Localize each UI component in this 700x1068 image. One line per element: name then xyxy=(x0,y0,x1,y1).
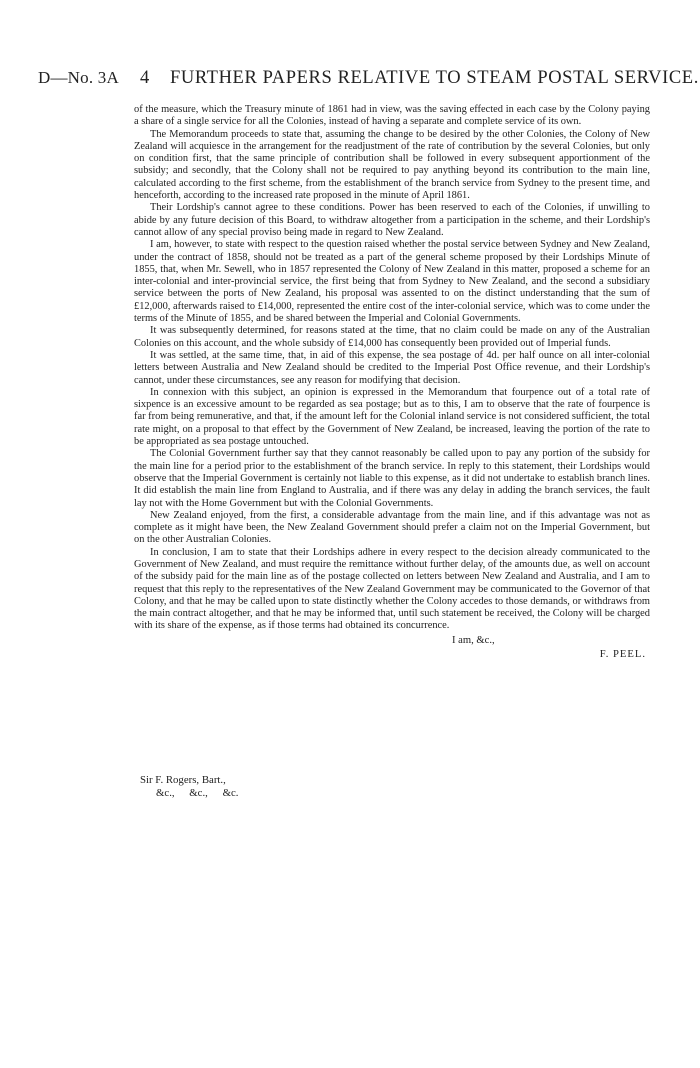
paragraph: Their Lordship's cannot agree to these conditions. Power has been reserved to each of the Colonies, if unwilling to abide by any future decision of this Board, to withdraw altogether from a participation in the scheme, and their Lordship's cannot allow of any special proviso being made in regard to New Zealand. xyxy=(134,202,650,238)
paragraph: I am, however, to state with respect to the question raised whether the postal service between Sydney and New Zealand, under the contract of 1858, should not be treated as a part of the general scheme proposed by their Lordships Minute of 1855, that, when Mr. Sewell, who in 1857 represented the Colony of New Zealand in this matter, proposed a scheme for an inter-colonial and inter-provincial service, the first being that from Sydney to New Zealand, and the second a subsidiary service between the ports of New Zealand, his proposal was assented to on the distinct understanding that the sum of £12,000, afterwards raised to £14,000, represented the entire cost of the inter-colonial service, which was to come under the terms of the Minute of 1855, and be shared between the Imperial and Colonial Governments. xyxy=(134,239,650,325)
addressee-block xyxy=(140,774,238,800)
page-number: 4 xyxy=(140,68,150,88)
document-reference: D—No. 3A xyxy=(38,68,119,87)
page-title: FURTHER PAPERS RELATIVE TO STEAM POSTAL SERVICE. xyxy=(170,68,699,88)
paragraph: The Memorandum proceeds to state that, assuming the change to be desired by the other Colonies, the Colony of New Zealand will acquiesce in the arrangement for the readjustment of the rate of contribution by the several Colonies, but only on condition first, that the same principle of contribution shall be followed in every subsequent apportionment of the subsidy; and secondly, that the Colony shall not be required to pay anything beyond its contribution to the main line, calculated according to the first scheme, from the establishment of the branch service from Sydney to the present time, and henceforth, according to the increased rate proposed in the minute of April 1861. xyxy=(134,128,650,202)
paragraph: The Colonial Government further say that they cannot reasonably be called upon to pay any portion of the subsidy for the main line for a period prior to the establishment of the branch service. In reply to this statement, their Lordships would observe that the Imperial Government is certainly not liable to this expense, as it did not undertake to establish branch lines. It did establish the main line from England to Australia, and if there was any delay in adding the branch services, the fault lay not with the Home Government but with the Colonial Governments. xyxy=(134,448,650,509)
paragraph: of the measure, which the Treasury minute of 1861 had in view, was the saving effected in each case by the Colony paying a share of a single service for all the Colonies, instead of having a separate and complete service of its own. xyxy=(134,104,650,128)
addressee-etc: &c., &c., &c. xyxy=(156,787,239,799)
letter-body xyxy=(134,104,650,661)
signoff xyxy=(134,633,650,661)
paragraph: In connexion with this subject, an opinion is expressed in the Memorandum that fourpence out of a total rate of sixpence is an excessive amount to be regarded as sea postage; but as to this, I am to observe that the rate of fourpence is far from being remunerative, and that, if the amount left for the Colonial inland service is not considered sufficient, the total rate might, on a proposal to that effect by the Government of New Zealand, be increased, leaving the portion of the rate to be appropriated as sea postage untouched. xyxy=(134,386,650,448)
paragraph: New Zealand enjoyed, from the first, a considerable advantage from the main line, and if this advantage was not as complete as it might have been, the New Zealand Government should prefer a claim not on the Imperial Government, but on the other Australian Colonies. xyxy=(134,509,650,546)
closing-salutation: I am, &c., xyxy=(452,634,495,646)
page-header xyxy=(38,68,699,96)
signature: F. PEEL. xyxy=(599,648,646,660)
paragraph: In conclusion, I am to state that their Lordships adhere in every respect to the decision already communicated to the Government of New Zealand, and must require the remittance without further delay, of the amounts due, as well on account of the subsidy paid for the main line as of the postage collected on letters between New Zealand and Australia, and I am to request that this reply to the representatives of the New Zealand Government may be communicated to the Governor of that Colony, and that he may be called upon to state distinctly whether the Colony accedes to those demands, or withdraws from the main contract altogether, and that he may be informed that, until such statement be received, the Colony will be charged with its share of the expense, as if those terms had obtained its concurrence. xyxy=(134,546,650,632)
paragraph: It was settled, at the same time, that, in aid of this expense, the sea postage of 4d. per half ounce on all inter-colonial letters between Australia and New Zealand should be credited to the Imperial Post Office revenue, and their Lordship's cannot, under these circumstances, see any reason for modifying that decision. xyxy=(134,349,650,386)
addressee-name: Sir F. Rogers, Bart., xyxy=(140,774,226,786)
paragraph: It was subsequently determined, for reasons stated at the time, that no claim could be made on any of the Australian Colonies on this account, and the whole subsidy of £14,000 has consequently been provided out of Imperial funds. xyxy=(134,325,650,349)
